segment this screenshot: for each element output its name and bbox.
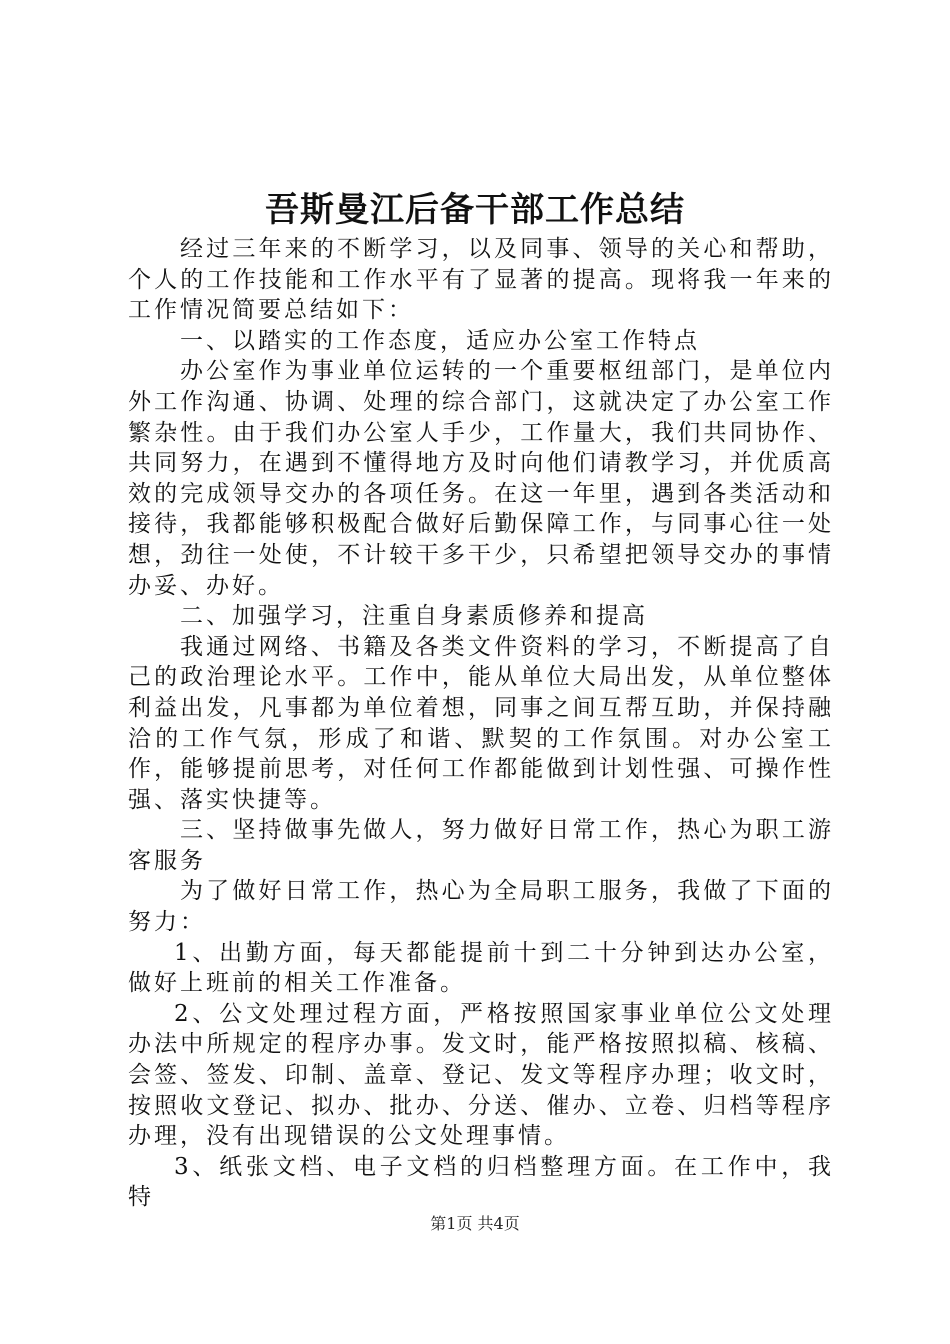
document-title: 吾斯曼江后备干部工作总结 xyxy=(265,190,685,230)
paragraph-study: 我通过网络、书籍及各类文件资料的学习，不断提高了自己的政治理论水平。工作中，能从单位大局出发，从单位整体利益出发，凡事都为单位着想，同事之间互帮互助，并保持融洽的工作气氛，形成了和谐、默契的工作氛围。对办公室工作，能够提前思考，对任何工作都能做到计划性强、可操作性强、落实快捷等。 xyxy=(128,633,834,813)
document-body xyxy=(128,234,834,1213)
section-heading-1: 一、以踏实的工作态度，适应办公室工作特点 xyxy=(180,327,700,354)
list-item-attendance: 1、出勤方面，每天都能提前十到二十分钟到达办公室，做好上班前的相关工作准备。 xyxy=(128,939,834,997)
paragraph-daily-work: 为了做好日常工作，热心为全局职工服务，我做了下面的努力： xyxy=(128,878,834,936)
page-number-footer: 第1页 共4页 xyxy=(430,1214,520,1233)
paragraph-intro: 经过三年来的不断学习，以及同事、领导的关心和帮助，个人的工作技能和工作水平有了显著的提高。现将我一年来的工作情况简要总结如下： xyxy=(128,236,834,324)
list-item-documents: 2、公文处理过程方面，严格按照国家事业单位公文处理办法中所规定的程序办事。发文时，能严格按照拟稿、核稿、会签、签发、印制、盖章、登记、发文等程序办理；收文时，按照收文登记、拟办、批办、分送、催办、立卷、归档等程序办理，没有出现错误的公文处理事情。 xyxy=(128,1000,834,1150)
paragraph-office-role: 办公室作为事业单位运转的一个重要枢纽部门，是单位内外工作沟通、协调、处理的综合部门，这就决定了办公室工作繁杂性。由于我们办公室人手少，工作量大，我们共同协作、共同努力，在遇到不懂得地方及时向他们请教学习，并优质高效的完成领导交办的各项任务。在这一年里，遇到各类活动和接待，我都能够积极配合做好后勤保障工作，与同事心往一处想，劲往一处使，不计较干多干少，只希望把领导交办的事情办妥、办好。 xyxy=(128,358,834,599)
section-heading-2: 二、加强学习，注重自身素质修养和提高 xyxy=(180,603,648,630)
list-item-archiving: 3、纸张文档、电子文档的归档整理方面。在工作中，我特 xyxy=(128,1153,834,1211)
section-heading-3: 三、坚持做事先做人，努力做好日常工作，热心为职工游客服务 xyxy=(128,817,834,874)
